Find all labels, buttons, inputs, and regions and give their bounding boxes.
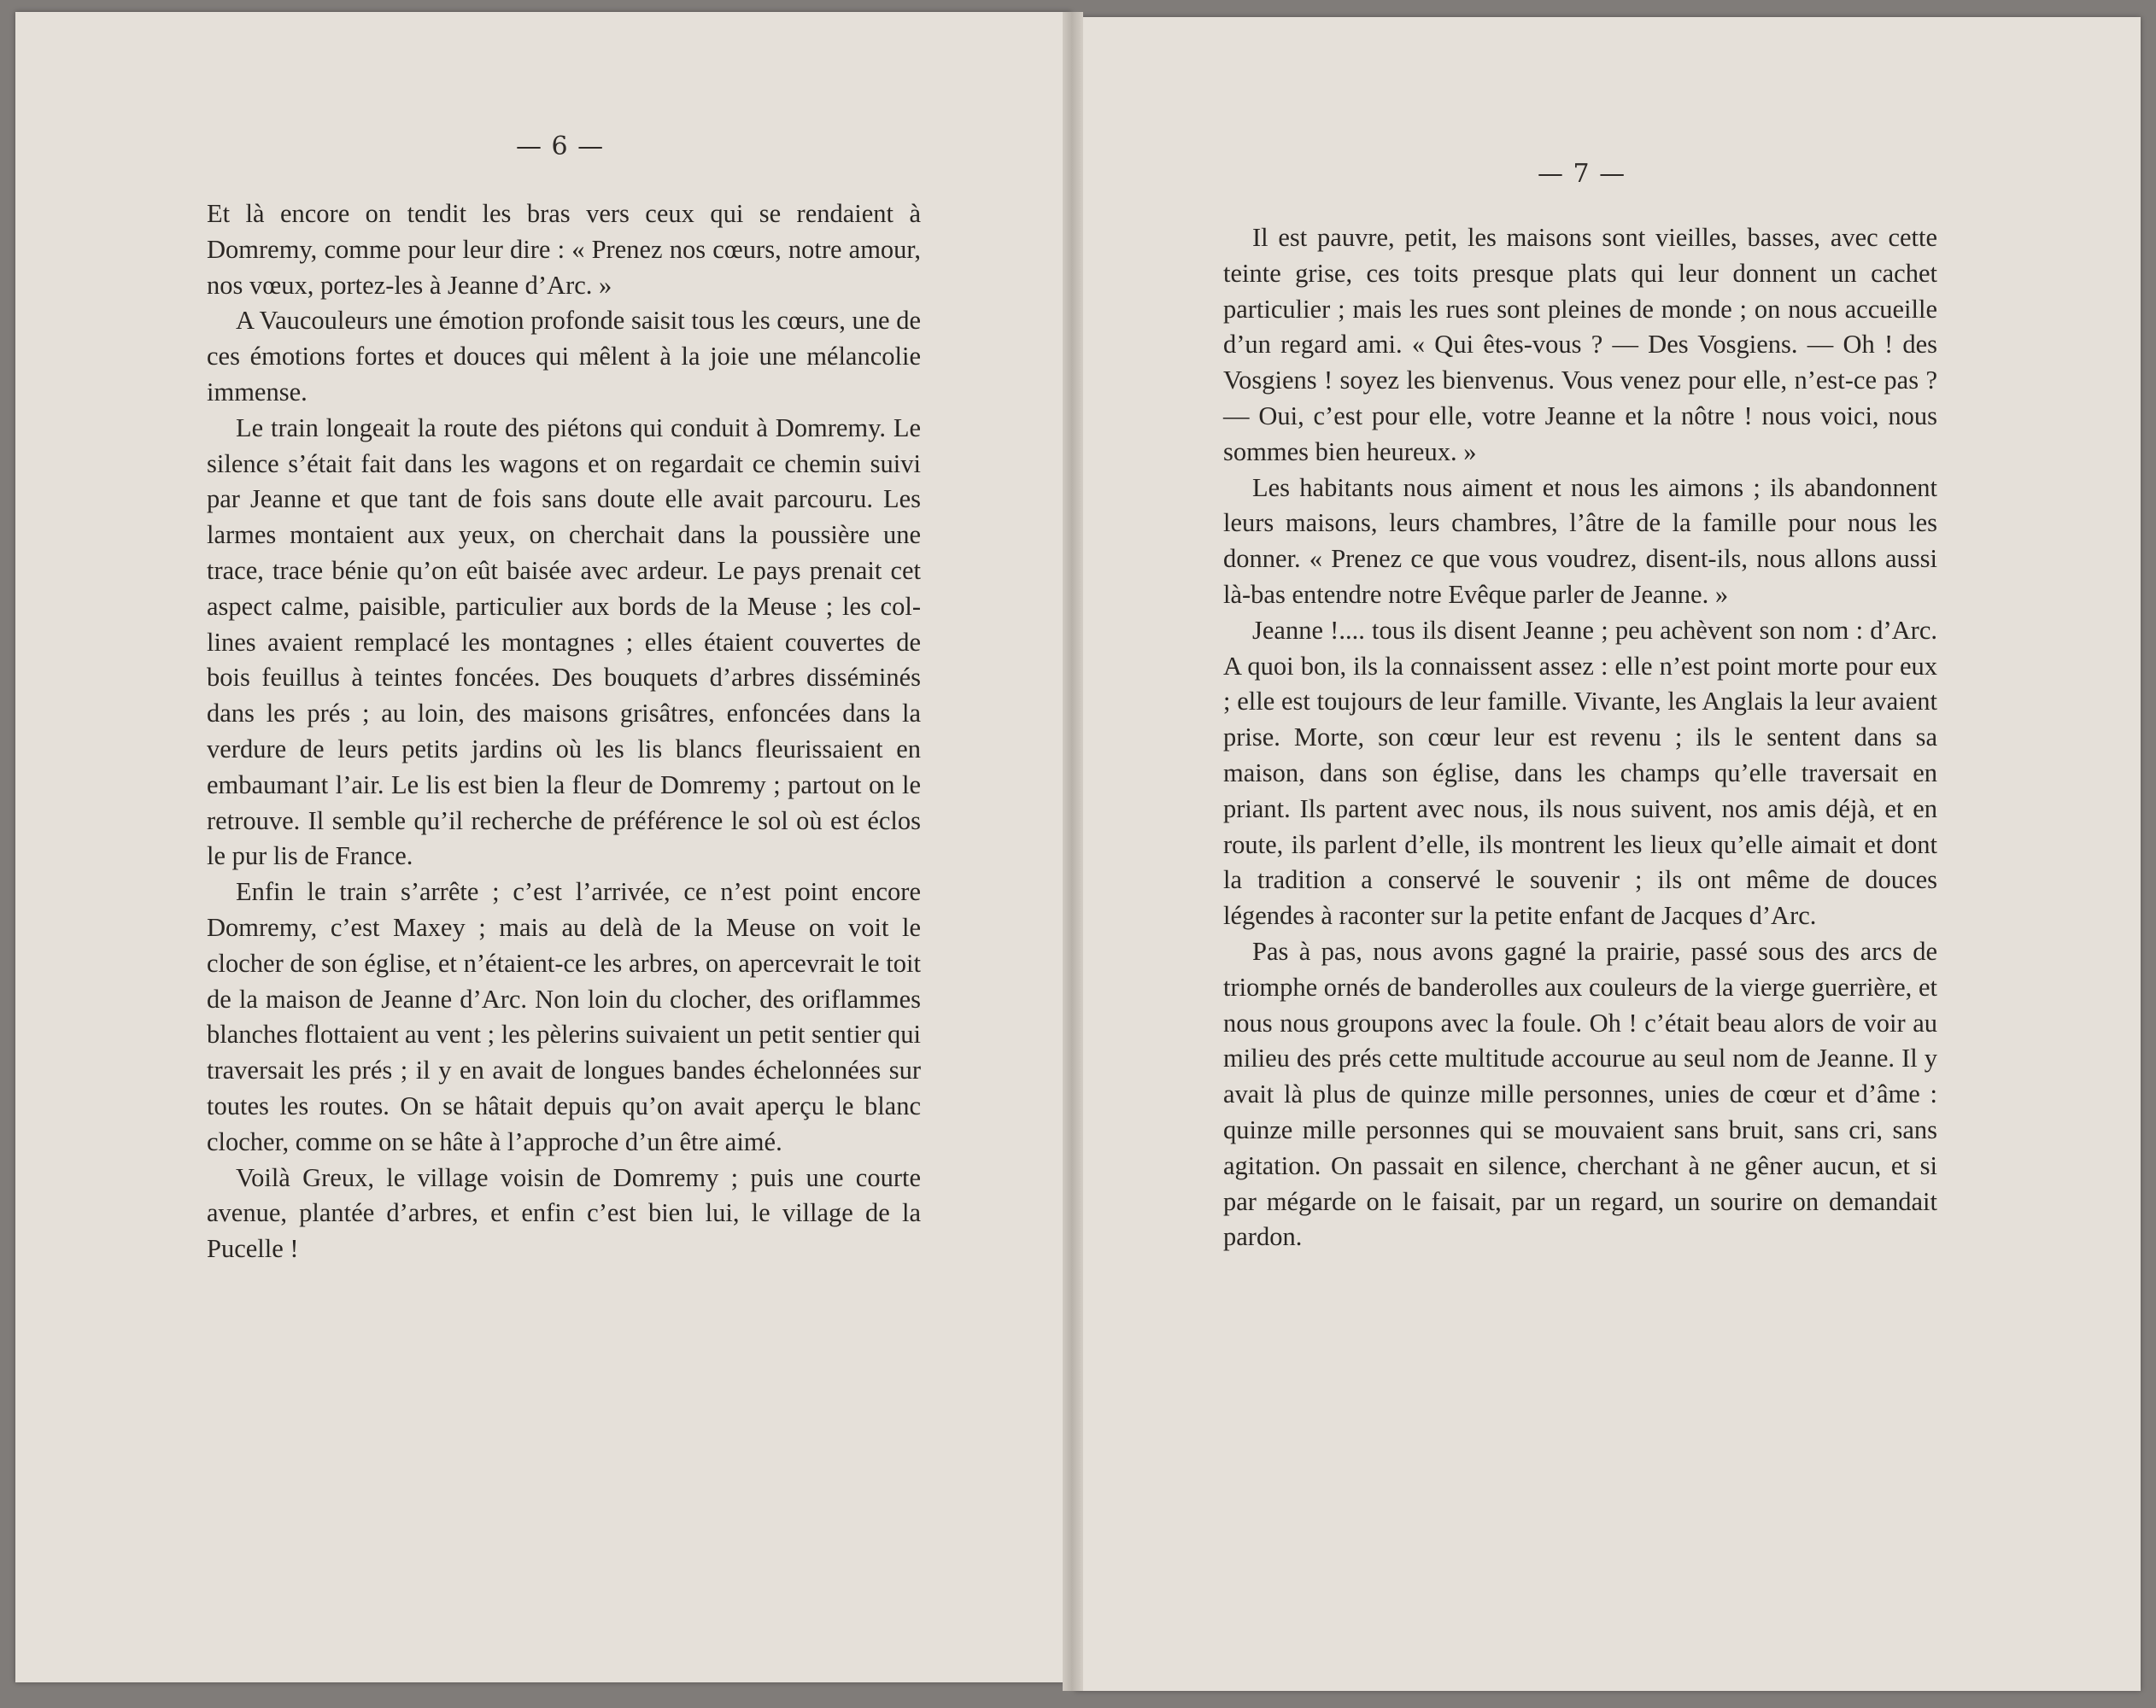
paragraph: Enfin le train s’arrête ; c’est l’arrivée, ce n’est point encore Domremy, c’est Maxey ; mais au delà de la Meuse on voit le clocher de son église, et n’étaient-ce les arbres, on apercevrait le toit de la maison de Jeanne d’Arc. Non loin du clocher, des oriflammes blanches flottaient au vent ; les pèlerins suivaient un petit sentier qui traversait les prés ; il y en avait de longues bandes échelonnées sur toutes les routes. On se hâtait depuis qu’on avait aperçu le blanc clocher, comme on se hâte à l’approche d’un être aimé. [207, 877, 921, 1156]
book-gutter [1063, 12, 1083, 1691]
paragraph: Et là encore on tendit les bras vers ceux qui se rendaient à Domremy, comme pour leur dire : « Prenez nos cœurs, notre amour, nos vœux, portez-les à Jeanne d’Arc. » [207, 199, 921, 300]
paragraph: Pas à pas, nous avons gagné la prairie, passé sous des arcs de triomphe ornés de banderolles aux couleurs de la vierge guerrière, et nous nous groupons avec la foule. Oh ! c’était beau alors de voir au milieu des prés cette multitude accourue au seul nom de Jeanne. Il y avait là plus de quinze mille personnes, unies de cœur et d’âme : quinze mille personnes qui se mouvaient sans bruit, sans cri, sans agitation. On passait en silence, cherchant à ne gêner aucun, et si par mégarde on le faisait, par un regard, un sourire on demandait pardon. [1223, 936, 1937, 1252]
paragraph: Les habitants nous aiment et nous les aimons ; ils abandonnent leurs maisons, leurs chambres, l’âtre de la famille pour nous les donner. « Prenez ce que vous voudrez, disent-ils, nous allons aussi là-bas entendre notre Evêque parler de Jeanne. » [1223, 472, 1937, 609]
left-page-text [207, 196, 921, 1267]
right-page-text [1223, 220, 1937, 1255]
paragraph: Le train longeait la route des piétons qui conduit à Domremy. Le silence s’était fait dans les wagons et on regardait ce chemin suivi par Jeanne et que tant de fois sans doute elle avait parcouru. Les larmes montaient aux yeux, on cherchait dans la poussière une trace, trace bénie qu’on eût baisée avec ardeur. Le pays prenait cet aspect calme, paisible, particulier aux bords de la Meuse ; les collines avaient remplacé les montagnes ; elles étaient couvertes de bois feuillus à teintes foncées. Des bouquets d’arbres disséminés dans les prés ; au loin, des maisons grisâtres, enfoncées dans la verdure de leurs petits jardins où les lis blancs fleurissaient en embaumant l’air. Le lis est bien la fleur de Domremy ; partout on le retrouve. Il semble qu’il recherche de préférence le sol où est éclos le pur lis de France. [207, 412, 921, 871]
page-number-left: — 6 — [516, 132, 605, 161]
paragraph: Il est pauvre, petit, les maisons sont vieilles, basses, avec cette teinte grise, ces toits presque plats qui leur donnent un cachet particulier ; mais les rues sont pleines de monde ; on nous accueille d’un regard ami. « Qui êtes-vous ? — Des Vosgiens. — Oh ! des Vosgiens ! soyez les bienvenus. Vous venez pour elle, n’est-ce pas ? — Oui, c’est pour elle, votre Jeanne et la nôtre ! nous voici, nous sommes bien heureux. » [1223, 223, 1937, 466]
page-number-right: — 7 — [1538, 159, 1626, 189]
paragraph: A Vaucouleurs une émotion profonde saisit tous les cœurs, une de ces émotions fortes et douces qui mêlent à la joie une mélancolie immense. [207, 306, 921, 407]
paragraph: Jeanne !.... tous ils disent Jeanne ; peu achèvent son nom : d’Arc. A quoi bon, ils la connaissent assez : elle n’est point morte pour eux ; elle est toujours de leur famille. Vivante, les Anglais la leur avaient prise. Morte, son cœur leur est revenu ; ils le sentent dans sa maison, dans son église, dans les champs qu’elle traversait en priant. Ils partent avec nous, ils nous suivent, nos amis déjà, et en route, ils parlent d’elle, ils montrent les lieux qu’elle aimait et dont la tradition a conservé le souvenir ; ils ont même de douces légendes à raconter sur la petite enfant de Jacques d’Arc. [1223, 615, 1937, 931]
paragraph: Voilà Greux, le village voisin de Domremy ; puis une courte avenue, plantée d’arbres, et enfin c’est bien lui, le village de la Pucelle ! [207, 1162, 921, 1264]
